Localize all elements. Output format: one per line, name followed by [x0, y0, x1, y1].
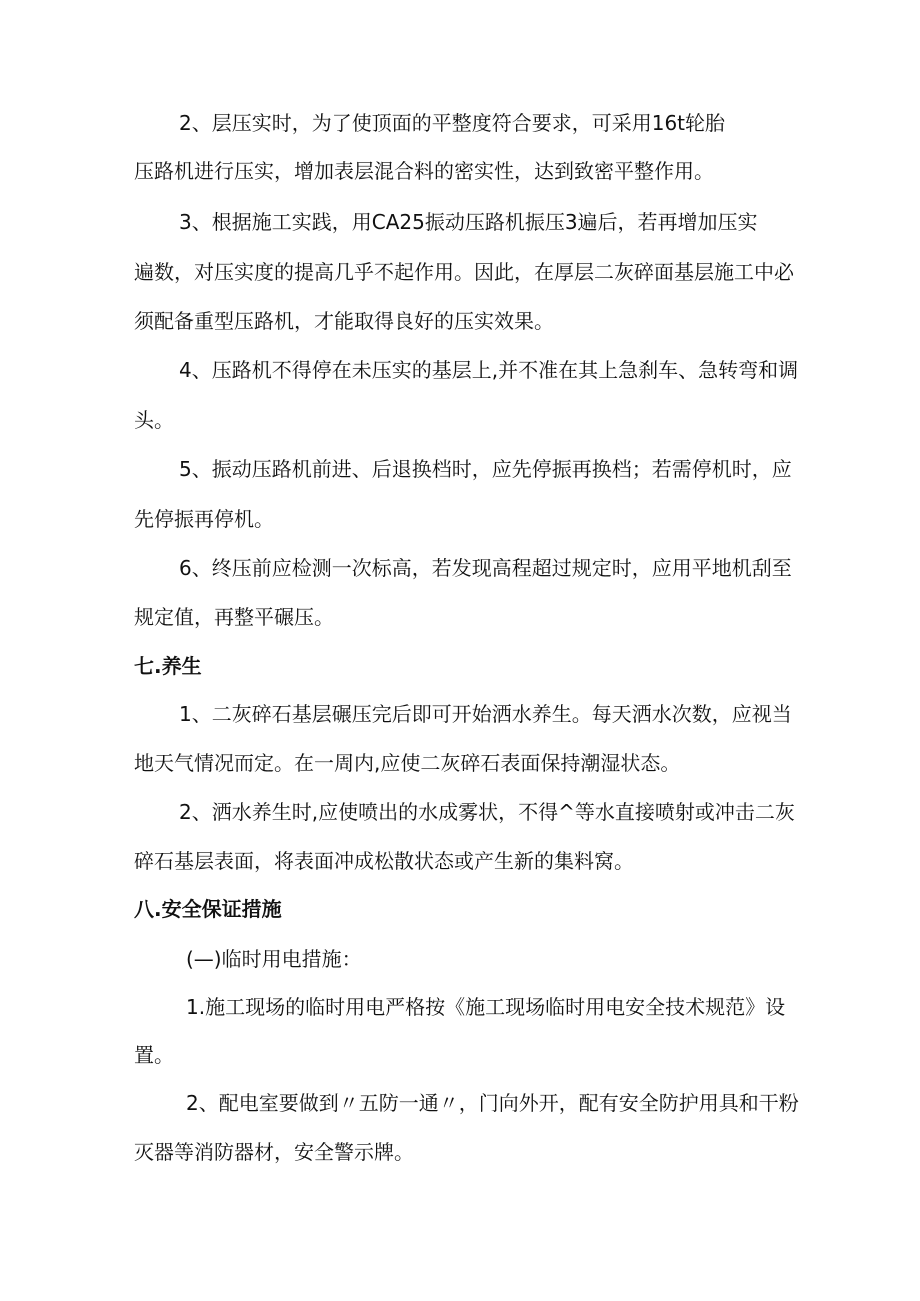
paragraph-2-line-2: 压路机进行压实，增加表层混合料的密实性，达到致密平整作用。 — [134, 159, 714, 183]
paragraph-5-line-2: 先停振再停机。 — [134, 507, 274, 531]
section-heading-8: 八.安全保证措施 — [134, 897, 282, 921]
paragraph-4-line-1: 4、压路机不得停在未压实的基层上,并不准在其上急刹车、急转弯和调 — [179, 358, 799, 382]
paragraph-6-line-1: 6、终压前应检测一次标高，若发现高程超过规定时，应用平地机刮至 — [179, 556, 792, 580]
paragraph-2-line-1: 2、层压实时，为了使顶面的平整度符合要求，可采用16t轮胎 — [179, 111, 726, 135]
section-8-item-2-line-1: 2、配电室要做到〃五防一通〃，门向外开，配有安全防护用具和干粉 — [186, 1091, 799, 1115]
section-7-item-2-line-1: 2、洒水养生时,应使喷出的水成雾状，不得^等水直接喷射或冲击二灰 — [179, 800, 795, 824]
section-8-subheading: (—)临时用电措施： — [186, 947, 362, 971]
section-8-item-1-line-1: 1.施工现场的临时用电严格按《施工现场临时用电安全技术规范》设 — [186, 995, 786, 1019]
section-heading-7: 七.养生 — [134, 654, 202, 678]
paragraph-4-line-2: 头。 — [134, 408, 174, 432]
section-8-item-1-line-2: 置。 — [134, 1043, 174, 1067]
section-7-item-1-line-2: 地天气情况而定。在一周内,应使二灰碎石表面保持潮湿状态。 — [134, 751, 681, 775]
paragraph-5-line-1: 5、振动压路机前进、后退换档时，应先停振再换档；若需停机时，应 — [179, 457, 792, 481]
paragraph-3-line-1: 3、根据施工实践，用CA25振动压路机振压3遍后，若再增加压实 — [179, 210, 758, 234]
section-7-item-1-line-1: 1、二灰碎石基层碾压完后即可开始洒水养生。每天洒水次数，应视当 — [179, 702, 792, 726]
section-8-item-2-line-2: 灭器等消防器材，安全警示牌。 — [134, 1140, 414, 1164]
section-7-item-2-line-2: 碎石基层表面，将表面冲成松散状态或产生新的集料窝。 — [134, 849, 634, 873]
paragraph-6-line-2: 规定值，再整平碾压。 — [134, 605, 334, 629]
paragraph-3-line-2: 遍数，对压实度的提高几乎不起作用。因此，在厚层二灰碎面基层施工中必 — [134, 260, 794, 284]
paragraph-3-line-3: 须配备重型压路机，才能取得良好的压实效果。 — [134, 309, 554, 333]
